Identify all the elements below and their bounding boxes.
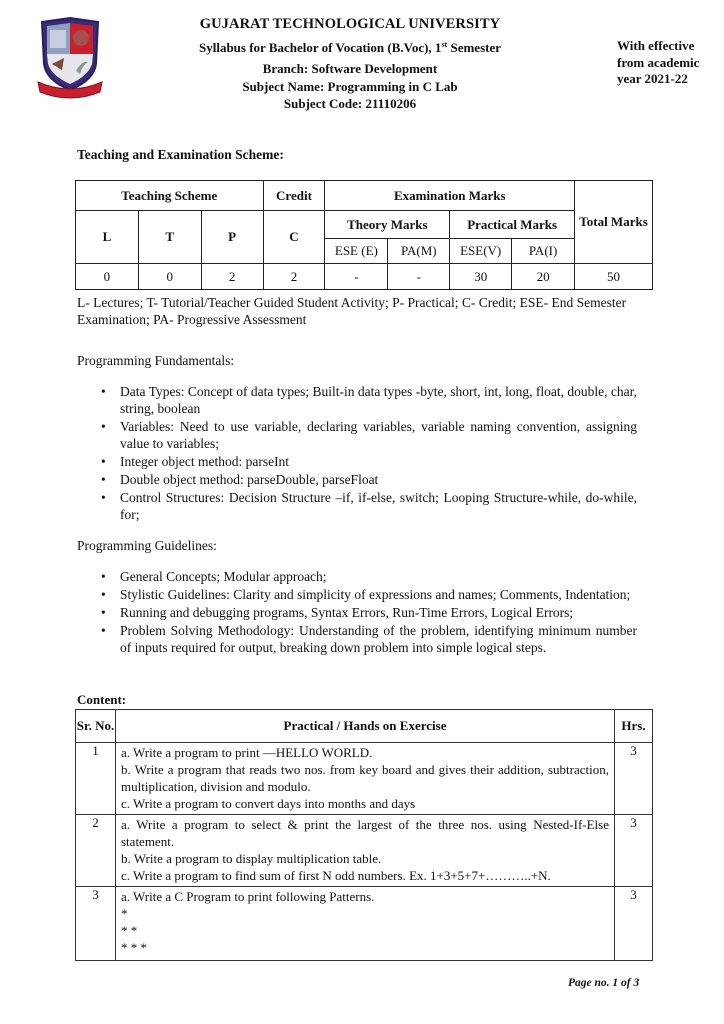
theory-marks-header: Theory Marks: [325, 211, 450, 239]
ese-v-header: ESE(V): [450, 239, 512, 264]
exercise-header: Practical / Hands on Exercise: [116, 710, 615, 743]
subject-code-line: Subject Code: 21110206: [283, 96, 417, 111]
pa-i-header: PA(I): [512, 239, 575, 264]
examination-marks-header: Examination Marks: [325, 181, 575, 211]
list-item: [97, 622, 637, 656]
table-row: [76, 815, 653, 887]
exercise-cell: [116, 887, 615, 961]
content-heading: Content:: [77, 692, 127, 707]
table-row: [76, 887, 653, 961]
value-total: 50: [575, 264, 653, 290]
pattern-line: * * *: [121, 940, 147, 955]
exercise-line: c. Write a program to convert days into months and days: [121, 796, 416, 811]
hours-header: Hrs.: [615, 710, 653, 743]
list-item-text: General Concepts; Modular approach;: [120, 569, 327, 584]
value-pa-i: 20: [512, 264, 575, 290]
value-t: 0: [138, 264, 201, 290]
credit-column-header: C: [263, 211, 325, 264]
bullet-icon: •: [101, 605, 106, 620]
scheme-legend: L- Lectures; T- Tutorial/Teacher Guided Student Activity; P- Practical; C- Credit; ESE- End Semester Examination; PA- Progressive Assessment: [77, 295, 627, 327]
value-l: 0: [76, 264, 139, 290]
exercise-line: b. Write a program to display multiplication table.: [121, 851, 382, 866]
hours-cell: 3: [615, 887, 653, 961]
hours-cell: 3: [615, 743, 653, 815]
credit-header: Credit: [263, 181, 325, 211]
list-item: [97, 586, 637, 603]
exercise-line: a. Write a program to select & print the largest of the three nos. using Nested-If-Else statement.: [121, 817, 609, 849]
list-item: [97, 471, 637, 488]
pattern-line: *: [121, 906, 128, 921]
fundamentals-heading: Programming Fundamentals:: [77, 353, 235, 368]
syllabus-title-suffix: Semester: [447, 40, 501, 55]
value-ese-e: -: [325, 264, 388, 290]
exercise-line: b. Write a program that reads two nos. from key board and gives their addition, subtraction, multiplication, division and modulo.: [121, 762, 609, 794]
total-marks-header: Total Marks: [575, 181, 653, 264]
bullet-icon: •: [101, 419, 106, 434]
fundamentals-list: [97, 383, 637, 524]
bullet-icon: •: [101, 587, 106, 602]
bullet-icon: •: [101, 472, 106, 487]
bullet-icon: •: [101, 490, 106, 505]
guidelines-list: [97, 568, 637, 657]
teaching-scheme-header: Teaching Scheme: [76, 181, 264, 211]
guidelines-heading: Programming Guidelines:: [77, 538, 217, 553]
list-item-text: Double object method: parseDouble, parseFloat: [120, 472, 379, 487]
scheme-values-row: [76, 264, 653, 290]
exercise-line: a. Write a C Program to print following Patterns.: [121, 889, 375, 904]
effective-line: from academic: [617, 54, 700, 70]
list-item-text: Problem Solving Methodology: Understanding of the problem, identifying minimum number of inputs required for output, breaking down problem into simple logical steps.: [120, 623, 637, 655]
practical-marks-header: Practical Marks: [450, 211, 575, 239]
list-item: [97, 418, 637, 452]
sr-no-cell: 3: [76, 887, 116, 961]
effective-line: year 2021-22: [617, 71, 688, 86]
pattern-line: * *: [121, 923, 138, 938]
exercise-cell: [116, 743, 615, 815]
exercise-line: c. Write a program to find sum of first N odd numbers. Ex. 1+3+5+7+………..+N.: [121, 868, 551, 883]
effective-line: With effective: [617, 38, 695, 53]
list-item-text: Control Structures: Decision Structure –if, if-else, switch; Looping Structure-while, do-while, for;: [120, 490, 637, 522]
bullet-icon: •: [101, 623, 106, 638]
university-name: GUJARAT TECHNOLOGICAL UNIVERSITY: [199, 16, 501, 32]
tutorial-column-header: T: [138, 211, 201, 264]
list-item: [97, 453, 637, 470]
university-crest-icon: [36, 16, 104, 102]
practical-column-header: P: [201, 211, 263, 264]
value-p: 2: [201, 264, 263, 290]
sr-no-cell: 1: [76, 743, 116, 815]
bullet-icon: •: [101, 454, 106, 469]
list-item-text: Variables: Need to use variable, declaring variables, variable naming convention, assigning value to variables;: [120, 419, 637, 451]
teaching-examination-scheme-table: [75, 180, 653, 290]
subject-name-line: Subject Name: Programming in C Lab: [242, 79, 458, 94]
value-ese-v: 30: [450, 264, 512, 290]
effective-date-note: [617, 38, 717, 88]
list-item-text: Stylistic Guidelines: Clarity and simplicity of expressions and names; Comments, Indentation;: [120, 587, 631, 602]
list-item-text: Integer object method: parseInt: [120, 454, 290, 469]
table-row: [76, 743, 653, 815]
sr-no-cell: 2: [76, 815, 116, 887]
pa-m-header: PA(M): [388, 239, 450, 264]
exercise-cell: [116, 815, 615, 887]
ese-e-header: ESE (E): [325, 239, 388, 264]
list-item: [97, 568, 637, 585]
list-item-text: Running and debugging programs, Syntax Errors, Run-Time Errors, Logical Errors;: [120, 605, 574, 620]
list-item: [97, 489, 637, 523]
branch-line: Branch: Software Development: [262, 61, 438, 76]
page-number: Page no. 1 of 3: [568, 977, 640, 989]
value-pa-m: -: [388, 264, 450, 290]
list-item: [97, 604, 637, 621]
syllabus-title-text: Syllabus for Bachelor of Vocation (B.Voc), 1: [198, 40, 442, 55]
sr-no-header: Sr. No.: [76, 710, 116, 743]
bullet-icon: •: [101, 569, 106, 584]
value-c: 2: [263, 264, 325, 290]
list-item: [97, 383, 637, 417]
hours-cell: 3: [615, 815, 653, 887]
exercise-line: a. Write a program to print —HELLO WORLD.: [121, 745, 373, 760]
syllabus-ordinal: st: [441, 40, 448, 49]
scheme-heading: Teaching and Examination Scheme:: [77, 147, 284, 162]
lectures-column-header: L: [76, 211, 139, 264]
syllabus-title: [170, 40, 530, 56]
list-item-text: Data Types: Concept of data types; Built-in data types -byte, short, int, long, float, double, char, string, boolean: [120, 384, 637, 416]
bullet-icon: •: [101, 384, 106, 399]
practical-exercises-table: [75, 709, 653, 961]
